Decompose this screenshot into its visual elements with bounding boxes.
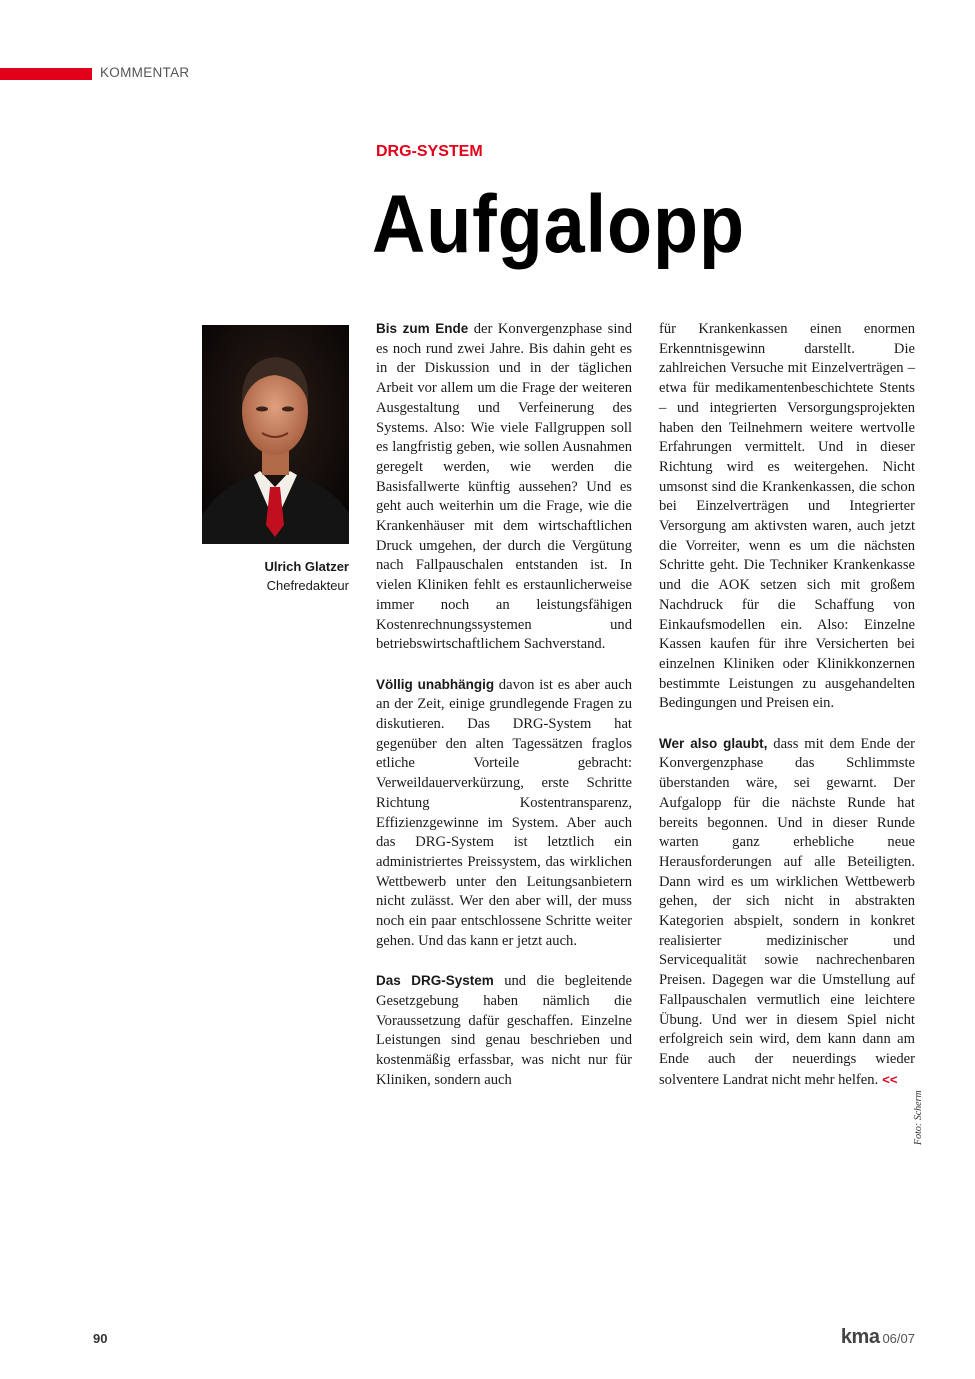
section-label: KOMMENTAR — [100, 65, 190, 80]
paragraph-text: und die begleitende Gesetzgebung haben nämlich die Voraussetzung dafür geschaffen. Einzelne Leistungen sind genau beschrieben und kostenmäßig erfassbar, was nicht nur für Kliniken, sondern auch — [376, 973, 632, 1088]
paragraph — [376, 319, 632, 655]
section-accent-bar — [0, 68, 92, 80]
author-role: Chefredakteur — [266, 578, 349, 593]
author-portrait-image — [202, 325, 349, 544]
photo-credit: Foto: Scherm — [913, 1090, 924, 1145]
paragraph-lead: Völlig unabhängig — [376, 676, 495, 692]
author-caption — [200, 557, 349, 595]
paragraph-lead: Das DRG-System — [376, 973, 494, 989]
issue-number: 06/07 — [882, 1331, 915, 1346]
paragraph-text: der Konvergenzphase sind es noch rund zwei Jahre. Bis dahin geht es in der Diskussion und in der täglichen Arbeit vor allem um die Frage der weiteren Ausgestaltung und Verfeinerung des Systems. Also: Wie viele Fallgruppen soll es langfristig geben, wie sollen Ausnahmen geregelt werden, wie werden die Basisfallwerte künftig aussehen? Und es geht auch weiterhin um die Frage, wie die Krankenhäuser mit dem wirtschaftlichen Druck umgehen, der durch die Vergütung nach Fallpauschalen entstanden ist. In vielen Kliniken fehlt es erstaunlicherweise immer noch an leistungsfähigen Kostenrechnungssystemen und betriebswirtschaftlichem Sachverstand. — [376, 321, 632, 653]
article-column-1 — [376, 319, 632, 1110]
paragraph — [659, 734, 915, 1091]
author-photo — [202, 325, 349, 544]
paragraph-text: davon ist es aber auch an der Zeit, einige grundlegende Fragen zu diskutieren. Das DRG-System hat gegenüber den alten Tagessätzen fraglos etliche Vorteile gebracht: Verweildauerverkürzung, erste Schritte Richtung Kostentransparenz, Effizienzgewinne im System. Aber auch das DRG-System ist letztlich ein administriertes Preissystem, das wirklichen Wettbewerb unter den Leitungsanbietern nicht zulässt. Wer den aber will, der muss noch ein paar entschlossene Schritte weiter gehen. Und das kann er jetzt auch. — [376, 676, 632, 949]
paragraph-lead: Bis zum Ende — [376, 321, 469, 336]
article-headline: Aufgalopp — [372, 179, 745, 270]
publication-logo: kma — [840, 1326, 880, 1348]
paragraph — [376, 675, 632, 952]
end-mark: << — [882, 1071, 898, 1087]
paragraph — [376, 971, 632, 1090]
article-kicker: DRG-SYSTEM — [376, 143, 483, 160]
paragraph-lead: Wer also glaubt, — [659, 735, 768, 751]
paragraph-text: dass mit dem Ende der Konvergenzphase das Schlimmste überstanden wäre, sei gewarnt. Der Aufgalopp für die nächste Runde hat bereits begonnen. Und in dieser Runde warten ganz erhebliche neue Herausforderungen auf alle Beteiligten. Dann wird es um wirklichen Wettbewerb gehen, der sich nicht in abstrakten Kategorien abspielt, sondern in konkret realisierter medizinischer und Servicequalität sowie nachrechenbaren Preisen. Dagegen war die Umstellung auf Fallpauschalen vermutlich eine leichtere Übung. Und wer in diesem Spiel nicht erfolgreich sein wird, dem kann dann am Ende auch der neuerdings wieder solventere Landrat nicht mehr helfen. — [659, 735, 915, 1088]
paragraph-text: für Krankenkassen einen enormen Erkenntnisgewinn darstellt. Die zahlreichen Versuche mit Einzelverträgen – etwa für medikamentenbeschichtete Stents – und integrierten Versorgungsprojekten haben den Teilnehmern weitere wertvolle Erfahrungen vermittelt. Und in dieser Richtung wird es weitergehen. Nicht umsonst sind die Krankenkassen, die schon bei Einzelverträgen und Integrierter Versorgung am aktivsten waren, auch jetzt die Vorreiter, wenn es um die nächsten Schritte geht. Die Techniker Krankenkasse und die AOK setzen sich mit großem Nachdruck für die Schaffung von Einkaufsmodellen ein. Also: Einzelne Kassen kaufen für ihre Versicherten bei einzelnen Kliniken oder Klinikkonzernen bestimmte Leistungen zu ausgehandelten Bedingungen und Preisen ein. — [659, 321, 915, 712]
paragraph — [659, 319, 915, 714]
article-column-2 — [659, 319, 915, 1110]
footer-publication — [841, 1326, 915, 1349]
author-name: Ulrich Glatzer — [264, 559, 349, 574]
page-number: 90 — [93, 1331, 108, 1346]
